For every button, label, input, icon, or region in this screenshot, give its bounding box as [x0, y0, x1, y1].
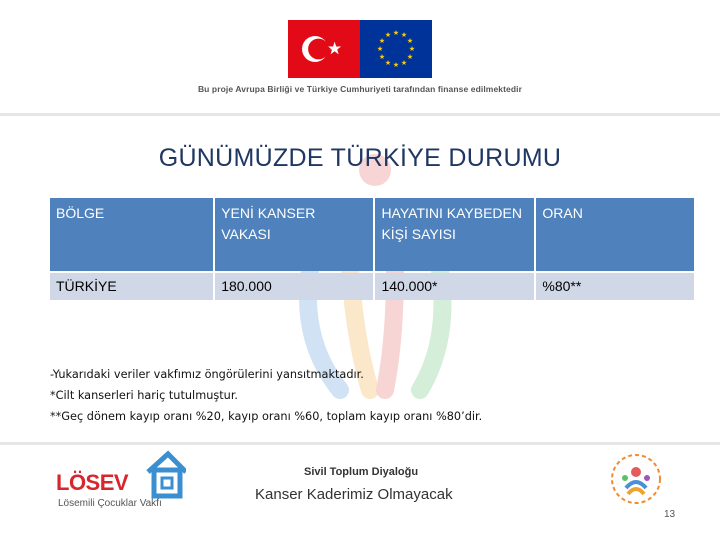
losev-subtitle: Lösemili Çocuklar Vakfı — [58, 498, 162, 509]
footnote-source: -Yukarıdaki veriler vakfımız öngörülerini yansıtmaktadır. — [50, 368, 364, 381]
svg-text:★: ★ — [392, 29, 400, 37]
svg-text:★: ★ — [384, 31, 392, 39]
cell-rate: %80** — [536, 273, 694, 300]
program-subtitle: Kanser Kaderimiz Olmayacak — [255, 486, 453, 503]
svg-text:★: ★ — [406, 53, 414, 61]
cell-new-cases: 180.000 — [215, 273, 373, 300]
cancer-statistics-table — [48, 196, 696, 302]
svg-text:★: ★ — [400, 31, 408, 39]
svg-text:★: ★ — [376, 45, 384, 53]
svg-text:★: ★ — [378, 53, 386, 61]
svg-text:★: ★ — [406, 37, 414, 45]
eu-flag-icon — [360, 20, 432, 78]
svg-text:★: ★ — [392, 61, 400, 69]
page-title: GÜNÜMÜZDE TÜRKİYE DURUMU — [158, 144, 562, 172]
column-header-rate: ORAN — [536, 198, 694, 271]
page-number: 13 — [664, 509, 676, 520]
footnote-loss-rate: **Geç dönem kayıp oranı %20, kayıp oranı %60, toplam kayıp oranı %80’dir. — [50, 410, 483, 423]
footer-divider — [0, 442, 720, 445]
column-header-deaths: HAYATINI KAYBEDEN KİŞİ SAYISI — [375, 198, 534, 271]
table-row — [50, 273, 694, 300]
column-header-region: BÖLGE — [50, 198, 213, 271]
column-header-new-cases: YENİ KANSER VAKASI — [215, 198, 373, 271]
sivil-toplum-logo-icon — [600, 448, 672, 510]
header-divider — [0, 113, 720, 116]
table-header-row — [50, 198, 694, 271]
svg-text:★: ★ — [384, 59, 392, 67]
svg-text:★: ★ — [408, 45, 416, 53]
svg-text:★: ★ — [400, 59, 408, 67]
svg-text:★: ★ — [378, 37, 386, 45]
cell-deaths: 140.000* — [375, 273, 534, 300]
turkey-flag-icon — [288, 20, 360, 78]
program-title: Sivil Toplum Diyaloğu — [304, 466, 419, 478]
footnotes — [50, 364, 690, 427]
cell-region: TÜRKİYE — [50, 273, 213, 300]
funding-note: Bu proje Avrupa Birliği ve Türkiye Cumhuriyeti tarafından finanse edilmektedir — [197, 84, 523, 94]
losev-logo-text: LÖSEV — [56, 470, 129, 495]
footnote-skin-cancer: *Cilt kanserleri hariç tutulmuştur. — [50, 389, 239, 402]
